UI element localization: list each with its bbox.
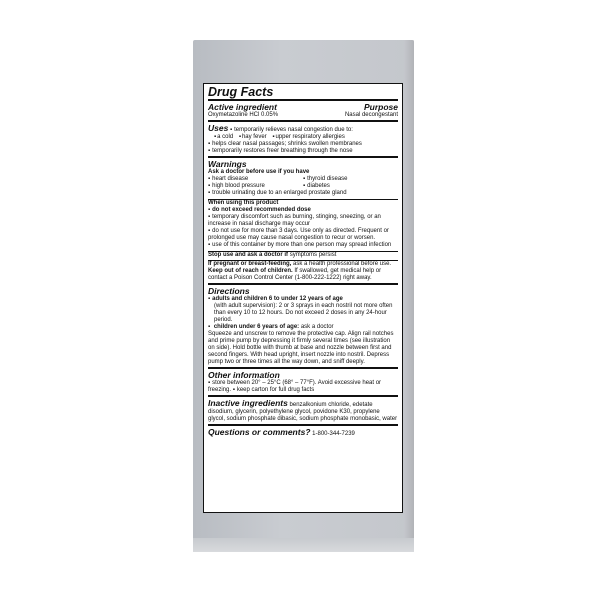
questions-phone: 1-800-344-7239 (312, 431, 355, 437)
directions-instructions: Squeeze and unscrew to remove the protective cap. Align rail notches and prime pump by depressing it firmly several times (see illustration on side). Hold bottle with thumb at base and nozzle between first and second fingers. With head upright, insert nozzle into nostril. Depress pump two or three times all the way down, and sniff deeply. (208, 331, 394, 365)
directions-child (208, 324, 398, 331)
active-ingredient-section (208, 99, 398, 120)
warnings-section (208, 156, 398, 283)
use-hay-fever: ▪ hay fever (239, 134, 267, 140)
directions-section (208, 283, 398, 367)
ask-doctor-heading: Ask a doctor before use if you have (208, 169, 310, 175)
questions-section (208, 424, 398, 439)
inactive-heading: Inactive ingredients (208, 398, 288, 408)
uses-heading: Uses (208, 123, 229, 133)
stop-use-line (208, 252, 398, 259)
condition-prostate: ▪ trouble urinating due to an enlarged prostate gland (208, 190, 398, 197)
stop-use-bold: Stop use and ask a doctor if (208, 252, 289, 258)
when-item-3: ▪ do not use for more than 3 days. Use only as directed. Frequent or prolonged use may cause nasal congestion to recur or worsen. (208, 228, 398, 242)
stop-use-text: symptoms persist (289, 252, 337, 258)
carton-bottom-edge (193, 538, 414, 552)
reach-text: If swallowed, get medical help or contact a Poison Control Center (1-800-222-1222) right away. (208, 268, 382, 281)
uses-line-3: ▪ temporarily restores freer breathing through the nose (208, 148, 398, 155)
active-ingredient-heading: Active ingredient (208, 102, 277, 112)
conditions-grid (208, 176, 398, 190)
reach-bold: Keep out of reach of children. (208, 268, 293, 274)
directions-child-bold: children under 6 years of age: (213, 324, 300, 330)
other-info-heading: Other information (208, 370, 280, 380)
warnings-heading: Warnings (208, 159, 247, 169)
condition-blood-pressure: ▪ high blood pressure (208, 183, 303, 190)
drug-facts-title: Drug Facts (208, 85, 274, 99)
uses-line-1: ▪ temporarily relieves nasal congestion due to: (230, 127, 353, 133)
inactive-section (208, 395, 398, 424)
directions-child-text: ask a doctor (300, 324, 334, 330)
directions-adult-text: (with adult supervision): 2 or 3 sprays in each nostril not more often than every 10 to 12 hours. Do not exceed 2 doses in any 24-hour period. (214, 303, 393, 323)
other-keep: ▪ keep carton for full drug facts (233, 387, 315, 393)
drug-facts-panel (203, 83, 403, 513)
condition-thyroid: ▪ thyroid disease (303, 176, 398, 183)
when-using-heading: When using this product (208, 200, 279, 206)
purpose-heading: Purpose (363, 102, 398, 112)
directions-heading: Directions (208, 286, 250, 296)
other-store: ▪ store between 20° – 25°C (68° – 77°F). Avoid excessive heat or freezing. (208, 380, 381, 393)
pregnancy-bold: If pregnant or breast-feeding, (208, 261, 292, 267)
carton-side-shadow (404, 40, 414, 552)
uses-line-2: ▪ helps clear nasal passages; shrinks swollen membranes (208, 141, 398, 148)
other-info-section (208, 367, 398, 395)
condition-diabetes: ▪ diabetes (303, 183, 398, 190)
pregnancy-warning (208, 261, 398, 282)
questions-heading: Questions or comments? (208, 427, 311, 437)
use-cold: ▪ a cold (214, 134, 233, 140)
condition-heart: ▪ heart disease (208, 176, 303, 183)
pregnancy-text: ask a health professional before use. (293, 261, 392, 267)
uses-section (208, 120, 398, 156)
ingredient-name: Oxymetazoline HCl 0.05% (208, 112, 279, 118)
directions-adult-bold: ▪ adults and children 6 to under 12 years of age (208, 296, 398, 303)
other-info-text (208, 380, 398, 394)
when-item-1: ▪ do not exceed recommended dose (208, 207, 398, 214)
when-item-2: ▪ temporary discomfort such as burning, stinging, sneezing, or an increase in nasal discharge may occur (208, 214, 398, 228)
use-allergies: ▪ upper respiratory allergies (272, 134, 345, 140)
ingredient-purpose: Nasal decongestant (344, 112, 398, 118)
inactive-text: benzalkonium chloride, edetate disodium, glycerin, polyethylene glycol, povidone K30, propylene glycol, sodium phosphate dibasic, sodium phosphate monobasic, water (208, 402, 398, 422)
uses-sub-list (208, 134, 398, 141)
when-item-4: ▪ use of this container by more than one person may spread infection (208, 242, 398, 249)
